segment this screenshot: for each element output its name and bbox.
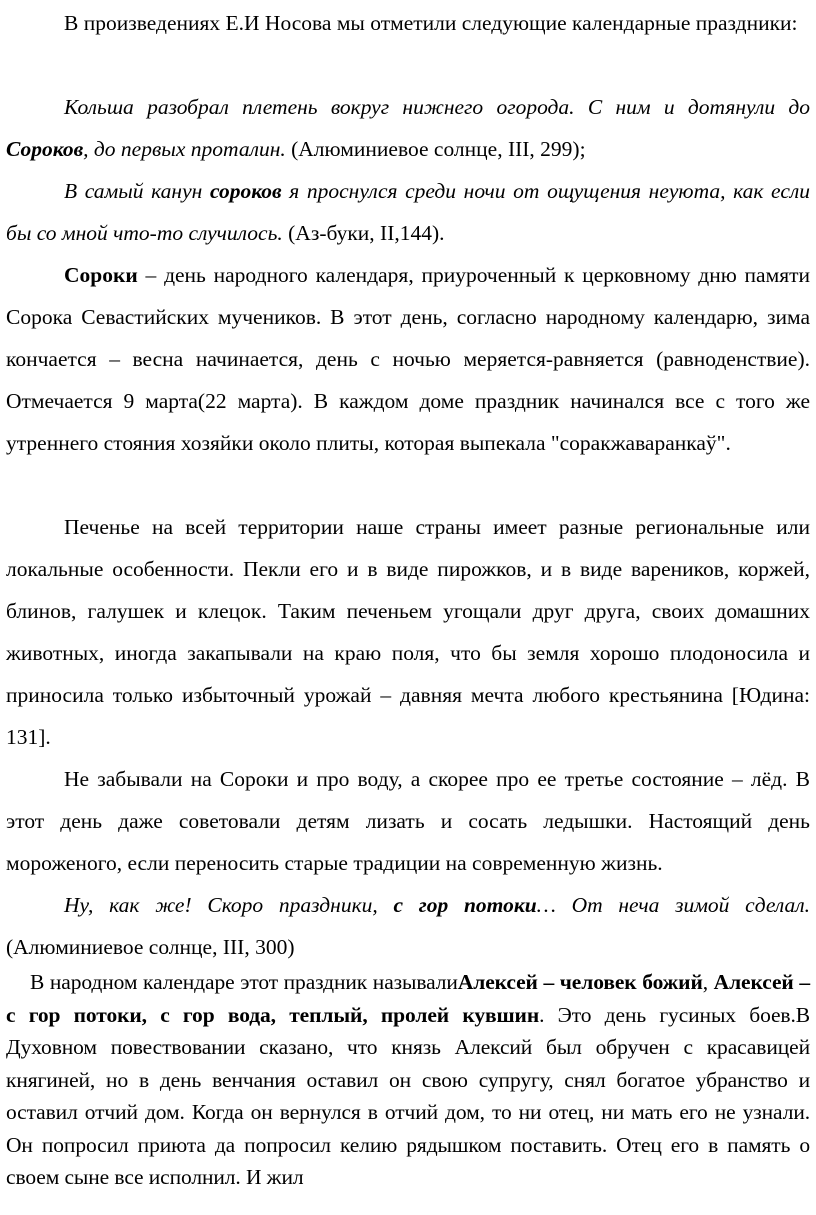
- quote-3-bold: с гор потоки: [393, 893, 537, 917]
- quote-soroka-1: [6, 86, 810, 170]
- quote-3-source: (Алюминиевое солнце, III, 300): [6, 935, 295, 959]
- paragraph-soroki-definition: [6, 254, 810, 464]
- quote-1-bold: Сороков: [6, 137, 84, 161]
- quote-1-italic-b: , до первых проталин.: [83, 137, 286, 161]
- aleksey-name-1: Алексей – человек божий: [457, 970, 703, 994]
- aleksey-text-c: . Это день гусиных боев.В Духовном повествовании сказано, что князь Алексий был обручен с красавицей княгиней, но в день венчания оставил он свою супругу, снял богатое убранство и оставил отчий дом. Когда он вернулся в отчий дом, то ни отец, ни мать его не узнали. Он попросил приюта да попросил келию рядышком поставить. Отец его в память о своем сыне все исполнил. И жил: [6, 1002, 810, 1189]
- pastry-text: Печенье на всей территории наше страны имеет разные региональные или локальные особенности. Пекли его и в виде пирожков, и в виде вареников, коржей, блинов, галушек и клецок. Таким печеньем угощали друг друга, своих домашних животных, иногда закапывали на краю поля, что бы земля хорошо плодоносила и приносила только избыточный урожай – давняя мечта любого крестьянина [Юдина: 131].: [6, 515, 810, 749]
- quote-1-source: (Алюминиевое солнце, III, 299);: [285, 137, 586, 161]
- quote-2-source: (Аз-буки, II,144).: [282, 221, 445, 245]
- aleksey-name-2: Алексей – с гор потоки, с гор вода, теплый, пролей кувшин: [6, 970, 810, 1027]
- aleksey-text-a: В народном календаре этот праздник называли: [30, 970, 458, 994]
- ice-text: Не забывали на Сороки и про воду, а скорее про ее третье состояние – лёд. В этот день даже советовали детям лизать и сосать ледышки. Настоящий день мороженого, если переносить старые традиции на современную жизнь.: [6, 767, 810, 875]
- quote-2-italic-b: я проснулся среди ночи от ощущения неуюта, как если бы со мной что-то случилось.: [6, 179, 810, 245]
- quote-2-italic-a: В самый канун: [64, 179, 210, 203]
- quote-3-italic-b: … От неча зимой сделал.: [536, 893, 810, 917]
- quote-potoki: [6, 884, 810, 968]
- aleksey-text-b: ,: [702, 970, 714, 994]
- quote-1-italic-a: Кольша разобрал плетень вокруг нижнего огорода. С ним и дотянули до: [64, 95, 810, 119]
- paragraph-ice: [6, 758, 810, 884]
- paragraph-intro: [6, 2, 810, 44]
- quote-3-italic-a: Ну, как же! Скоро праздники,: [64, 893, 394, 917]
- term-soroki: Сороки: [64, 263, 138, 287]
- paragraph-aleksey: [6, 966, 810, 1194]
- quote-2-bold: сороков: [209, 179, 282, 203]
- quote-soroka-2: [6, 170, 810, 254]
- soroki-definition-text: – день народного календаря, приуроченный к церковному дню памяти Сорока Севастийских мучеников. В этот день, согласно народному календарю, зима кончается – весна начинается, день с ночью меряется-равняется (равноденствие). Отмечается 9 марта(22 марта). В каждом доме праздник начинался все с того же утреннего стояния хозяйки около плиты, которая выпекала "соракжаваранкаў".: [6, 263, 810, 455]
- intro-text: В произведениях Е.И Носова мы отметили следующие календарные праздники:: [64, 11, 798, 35]
- paragraph-pastry: [6, 506, 810, 758]
